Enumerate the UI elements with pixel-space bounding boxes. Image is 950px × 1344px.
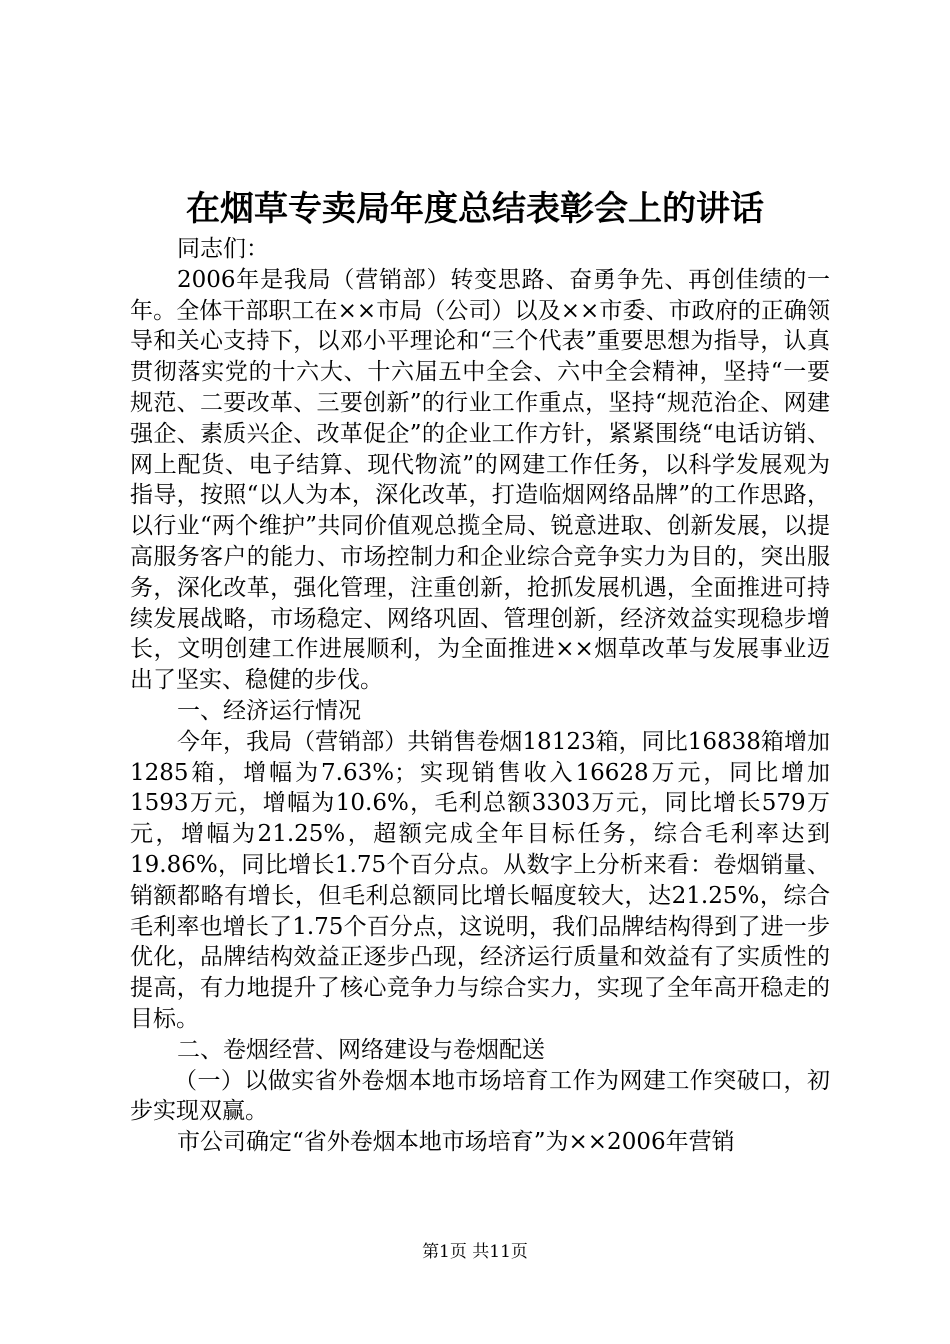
document-title: 在烟草专卖局年度总结表彰会上的讲话 [186,189,764,229]
subsection-heading-market: （一）以做实省外卷烟本地市场培育工作为网建工作突破口，初步实现双赢。 [130,1067,830,1125]
document-body [130,234,830,1158]
paragraph-intro: 2006年是我局（营销部）转变思路、奋勇争先、再创佳绩的一年。全体干部职工在××市局（公司）以及××市委、市政府的正确领导和关心支持下，以邓小平理论和“三个代表”重要思想为指导，认真贯彻落实党的十六大、十六届五中全会、六中全会精神，坚持“一要规范、二要改革、三要创新”的行业工作重点，坚持“规范治企、网建强企、素质兴企、改革促企”的企业工作方针，紧紧围绕“电话访销、网上配货、电子结算、现代物流”的网建工作任务，以科学发展观为指导，按照“以人为本，深化改革，打造临烟网络品牌”的工作思路，以行业“两个维护”共同价值观总揽全局、锐意进取、创新发展，以提高服务客户的能力、市场控制力和企业综合竞争实力为目的，突出服务，深化改革，强化管理，注重创新，抢抓发展机遇，全面推进可持续发展战略，市场稳定、网络巩固、管理创新，经济效益实现稳步增长，文明创建工作进展顺利，为全面推进××烟草改革与发展事业迈出了坚实、稳健的步伐。 [130,266,830,694]
section-heading-operations: 二、卷烟经营、网络建设与卷烟配送 [177,1036,545,1063]
salutation: 同志们： [177,236,269,262]
section-heading-economy: 一、经济运行情况 [177,697,361,724]
paragraph-economy: 今年，我局（营销部）共销售卷烟18123箱，同比16838箱增加1285箱，增幅为7.63%；实现销售收入16628万元，同比增加1593万元，增幅为10.6%，毛利总额3303万元，同比增长579万元，增幅为21.25%，超额完成全年目标任务，综合毛利率达到19.86%，同比增长1.75个百分点。从数字上分析来看：卷烟销量、销额都略有增长，但毛利总额同比增长幅度较大，达21.25%，综合毛利率也增长了1.75个百分点，这说明，我们品牌结构得到了进一步优化，品牌结构效益正逐步凸现，经济运行质量和效益有了实质性的提高，有力地提升了核心竞争力与综合实力，实现了全年高开稳走的目标。 [130,728,830,1032]
page-number-footer: 第1页 共11页 [422,1242,528,1262]
paragraph-market: 市公司确定“省外卷烟本地市场培育”为××2006年营销 [177,1129,735,1156]
